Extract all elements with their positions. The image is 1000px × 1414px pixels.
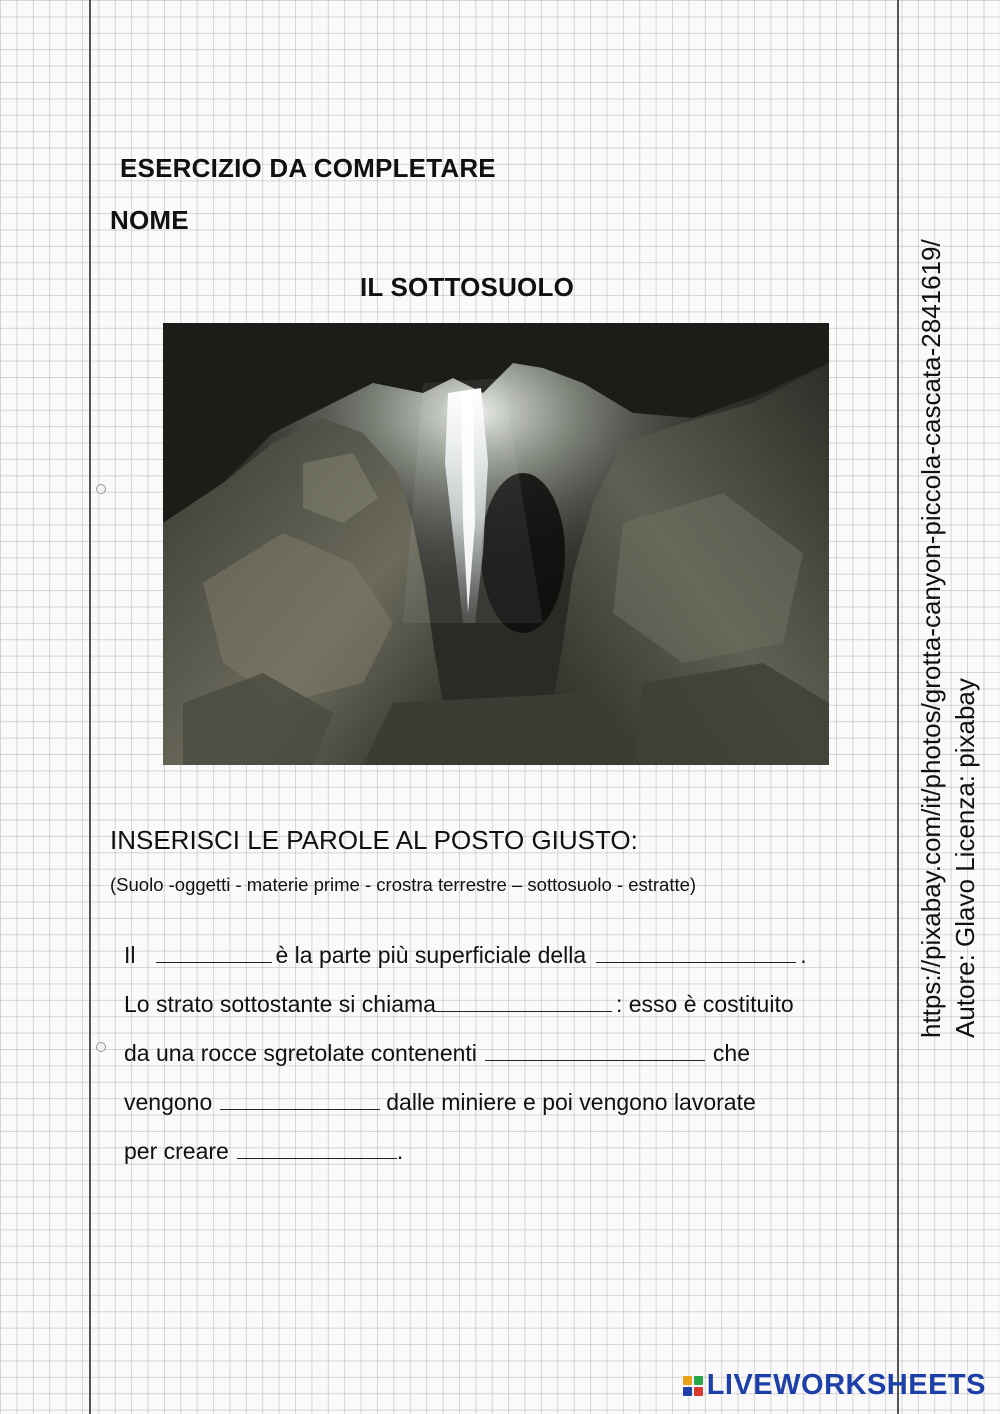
blank-sottosuolo[interactable] [436,989,612,1012]
line1-end: . [800,942,807,968]
line5-end: . [396,1138,404,1164]
binder-hole [96,484,106,494]
right-margin-line [897,0,899,1414]
sentence-line-5 [124,1136,403,1165]
line1-start: Il [124,942,136,968]
exercise-title: ESERCIZIO DA COMPLETARE [120,153,496,183]
sentence-line-4 [124,1087,756,1116]
photo-author-license: Autore: Glavo Licenza: pixabay [950,678,980,1038]
line1-mid: è la parte più superficiale della [275,942,587,968]
cave-waterfall-photo [163,323,829,765]
line4-end: dalle miniere e poi vengono lavorate [386,1089,756,1115]
blank-oggetti[interactable] [237,1136,397,1159]
name-label: NOME [110,205,189,235]
line2-start: Lo strato sottostante si chiama [124,991,436,1017]
cave-photo-illustration [163,323,829,765]
liveworksheets-logo [683,1369,986,1402]
blank-crosta-terrestre[interactable] [596,940,796,963]
topic-title: IL SOTTOSUOLO [360,272,574,302]
line5-start: per creare [124,1138,229,1164]
liveworksheets-icon [683,1376,703,1396]
line3-start: da una rocce sgretolate contenenti [124,1040,477,1066]
blank-materie-prime[interactable] [485,1038,705,1061]
sentence-line-2 [124,989,794,1018]
exercise-instruction: INSERISCI LE PAROLE AL POSTO GIUSTO: [110,825,638,855]
liveworksheets-brand: LIVEWORKSHEETS [706,1369,986,1401]
line2-end: : esso è costituito [615,991,794,1017]
sentence-line-3 [124,1038,750,1067]
photo-source-url[interactable]: https://pixabay.com/it/photos/grotta-canyon-piccola-cascata-2841619/ [916,239,946,1038]
left-margin-line [89,0,91,1414]
sentence-line-1 [124,940,807,969]
line4-start: vengono [124,1089,213,1115]
line3-end: che [712,1040,750,1066]
blank-suolo[interactable] [156,940,272,963]
word-bank: (Suolo -oggetti - materie prime - crostra terrestre – sottosuolo - estratte) [110,874,697,895]
binder-hole [96,1042,106,1052]
blank-estratte[interactable] [220,1087,380,1110]
